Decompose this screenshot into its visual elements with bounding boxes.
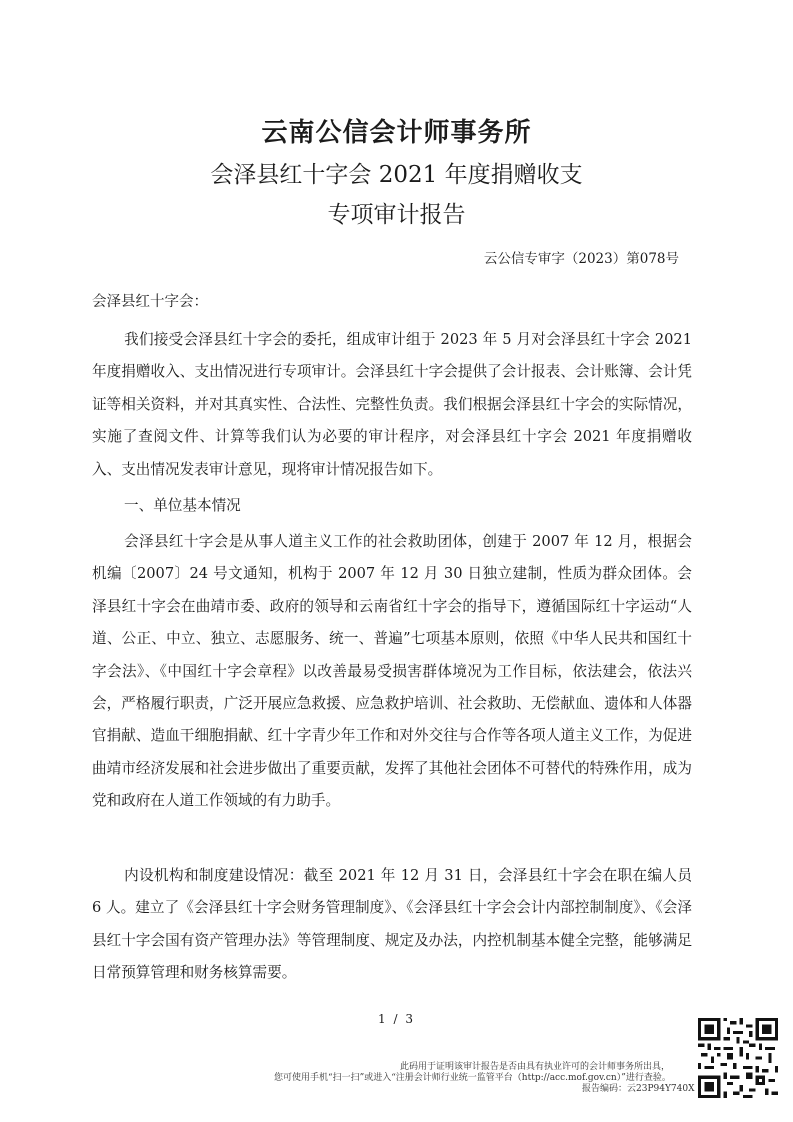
paragraph-internal-control: 内设机构和制度建设情况：截至 2021 年 12 月 31 日，会泽县红十字会在职在编人员 6 人。建立了《会泽县红十字会财务管理制度》、《会泽县红十字会会计内部控制制度》、《会泽县红十字会国有资产管理办法》等管理制度、规定及办法，内控机制基本健全完整，能够满足日常预算管理和财务核算需要。	[92, 867, 692, 982]
report-title-line3: 专项审计报告	[327, 202, 466, 228]
addressee: 会泽县红十字会：	[92, 294, 208, 310]
firm-name: 云南公信会计师事务所	[261, 118, 532, 148]
page-number: 1 / 3	[378, 1012, 415, 1026]
footer-verification-line2: 您可使用手机“扫一扫”或进入“注册会计师行业统一监管平台（http://acc.mof.gov.cn）”进行查验。	[274, 1073, 671, 1083]
footer-verification-line1: 此码用于证明该审计报告是否由具有执业许可的会计师事务所出具，	[400, 1062, 671, 1072]
paragraph-intro: 我们接受会泽县红十字会的委托，组成审计组于 2023 年 5 月对会泽县红十字会 2021 年度捐赠收入、支出情况进行专项审计。会泽县红十字会提供了会计报表、会计账簿、会计凭证等相关资料，并对其真实性、合法性、完整性负责。我们根据会泽县红十字会的实际情况，实施了查阅文件、计算等我们认为必要的审计程序，对会泽县红十字会 2021 年度捐赠收入、支出情况发表审计意见，现将审计情况报告如下。	[92, 331, 692, 478]
document-number: 云公信专审字（2023）第078号	[483, 251, 679, 267]
footer-report-code: 报告编码：云23P94Y740X	[582, 1084, 695, 1094]
section-heading-basic-info: 一、单位基本情况	[124, 497, 241, 514]
report-title-line2: 会泽县红十字会 2021 年度捐赠收支	[210, 162, 583, 188]
qr-code-icon	[698, 1018, 778, 1098]
paragraph-basic-info: 会泽县红十字会是从事人道主义工作的社会救助团体，创建于 2007 年 12 月，根据会机编〔2007〕24 号文通知，机构于 2007 年 12 月 30 日独立建制，性质为群众团体。会泽县红十字会在曲靖市委、政府的领导和云南省红十字会的指导下，遵循国际红十字运动“人道、公正、中立、独立、志愿服务、统一、普遍”七项基本原则，依照《中华人民共和国红十字会法》、《中国红十字会章程》以改善最易受损害群体境况为工作目标，依法建会，依法兴会，严格履行职责，广泛开展应急救援、应急救护培训、社会救助、无偿献血、遗体和人体器官捐献、造血干细胞捐献、红十字青少年工作和对外交往与合作等各项人道主义工作，为促进曲靖市经济发展和社会进步做出了重要贡献，发挥了其他社会团体不可替代的特殊作用，成为党和政府在人道工作领域的有力助手。	[92, 533, 692, 810]
